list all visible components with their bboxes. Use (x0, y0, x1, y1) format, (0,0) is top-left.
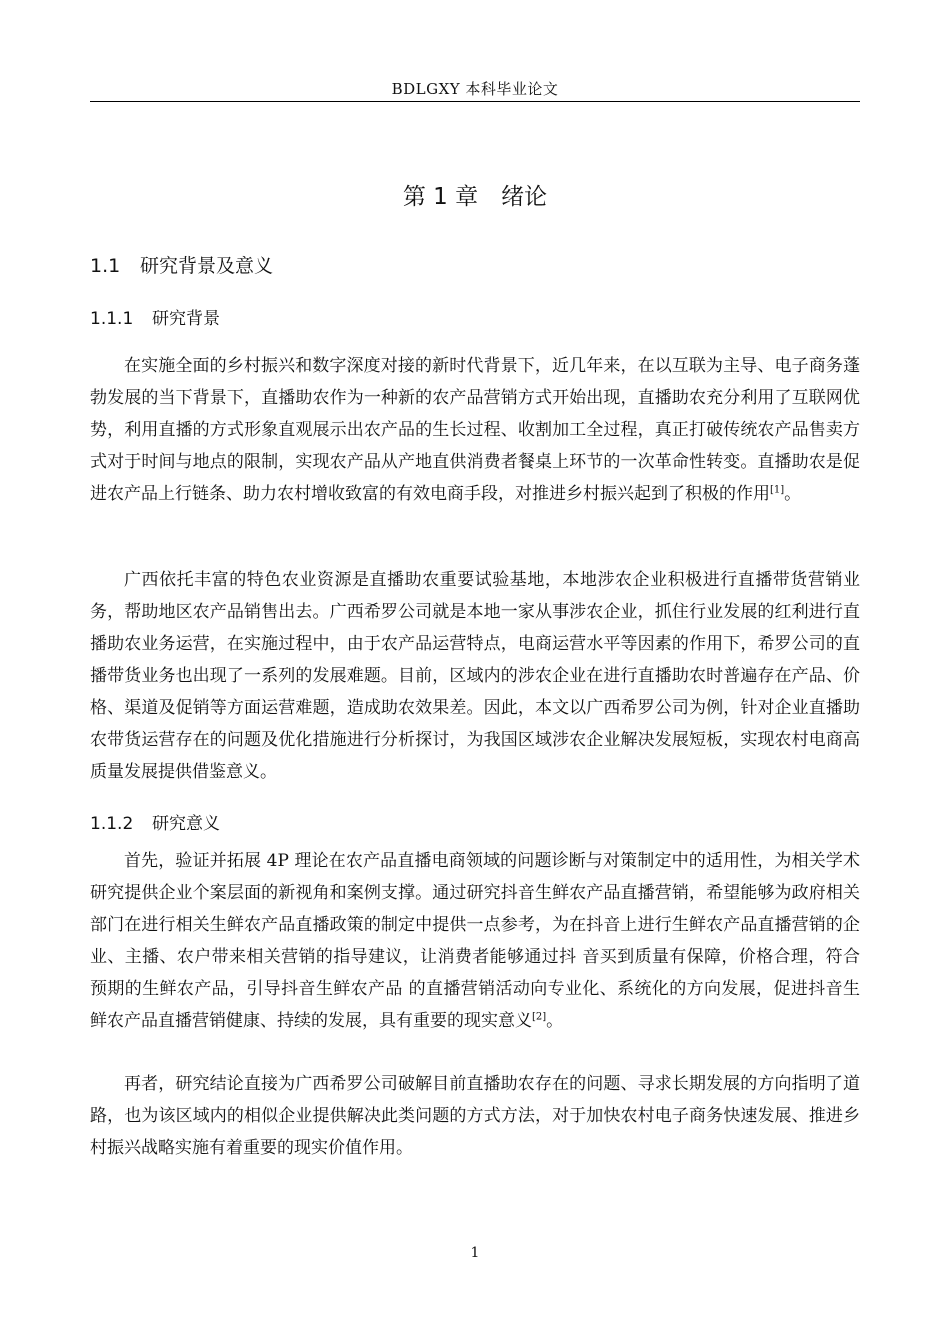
section-heading-1-1 (90, 251, 273, 278)
paragraph-text: 在实施全面的乡村振兴和数字深度对接的新时代背景下，近几年来，在以互联为主导、电子商务蓬勃发展的当下背景下，直播助农作为一种新的农产品营销方式开始出现，直播助农充分利用了互联网优势，利用直播的方式形象直观展示出农产品的生长过程、收割加工全过程，真正打破传统农产品售卖方式对于时间与地点的限制，实现农产品从产地直供消费者餐桌上环节的一次革命性转变。直播助农是促进农产品上行链条、助力农村增收致富的有效电商手段，对推进乡村振兴起到了积极的作用 (90, 356, 860, 504)
header-rule (90, 101, 860, 102)
paragraph-background-1 (90, 350, 860, 510)
subsection-number: 1.1.1 (90, 309, 134, 329)
paragraph-end: 。 (784, 484, 802, 504)
subsection-heading-1-1-2 (90, 809, 220, 834)
subsection-number: 1.1.2 (90, 814, 134, 834)
paragraph-significance-2: 再者，研究结论直接为广西希罗公司破解目前直播助农存在的问题、寻求长期发展的方向指明了道路，也为该区域内的相似企业提供解决此类问题的方式方法，对于加快农村电子商务快速发展、推进乡村振兴战略实施有着重要的现实价值作用。 (90, 1074, 860, 1158)
subsection-title: 研究背景 (152, 309, 220, 329)
citation-ref: [1] (770, 484, 785, 496)
paragraph-end: 。 (546, 1011, 564, 1031)
paragraph-text: 首先，验证并拓展 4P 理论在农产品直播电商领域的问题诊断与对策制定中的适用性，为相关学术研究提供企业个案层面的新视角和案例支撑。通过研究抖音生鲜农产品直播营销，希望能够为政府相关部门在进行相关生鲜农产品直播政策的制定中提供一点参考，为在抖音上进行生鲜农产品直播营销的企业、主播、农户带来相关营销的指导建议，让消费者能够通过抖 音买到质量有保障，价格合理，符合预期的生鲜农产品，引导抖音生鲜农产品 的直播营销活动向专业化、系统化的方向发展，促进抖音生鲜农产品直播营销健康、持续的发展，具有重要的现实意义 (90, 851, 860, 1031)
page-number: 1 (470, 1245, 480, 1261)
chapter-title: 第 1 章 绪论 (402, 184, 548, 210)
section-number: 1.1 (90, 255, 121, 277)
subsection-heading-1-1-1 (90, 304, 220, 329)
paragraph-significance-1 (90, 845, 860, 1037)
citation-ref: [2] (532, 1011, 547, 1023)
subsection-title: 研究意义 (152, 814, 220, 834)
section-title: 研究背景及意义 (140, 255, 274, 277)
paragraph-background-2: 广西依托丰富的特色农业资源是直播助农重要试验基地，本地涉农企业积极进行直播带货营销业务，帮助地区农产品销售出去。广西希罗公司就是本地一家从事涉农企业，抓住行业发展的红利进行直播助农业务运营，在实施过程中，由于农产品运营特点，电商运营水平等因素的作用下，希罗公司的直播带货业务也出现了一系列的发展难题。目前，区域内的涉农企业在进行直播助农时普遍存在产品、价格、渠道及促销等方面运营难题，造成助农效果差。因此，本文以广西希罗公司为例，针对企业直播助农带货运营存在的问题及优化措施进行分析探讨，为我国区域涉农企业解决发展短板，实现农村电商高质量发展提供借鉴意义。 (90, 570, 860, 782)
running-header: BDLGXY 本科毕业论文 (391, 80, 559, 98)
